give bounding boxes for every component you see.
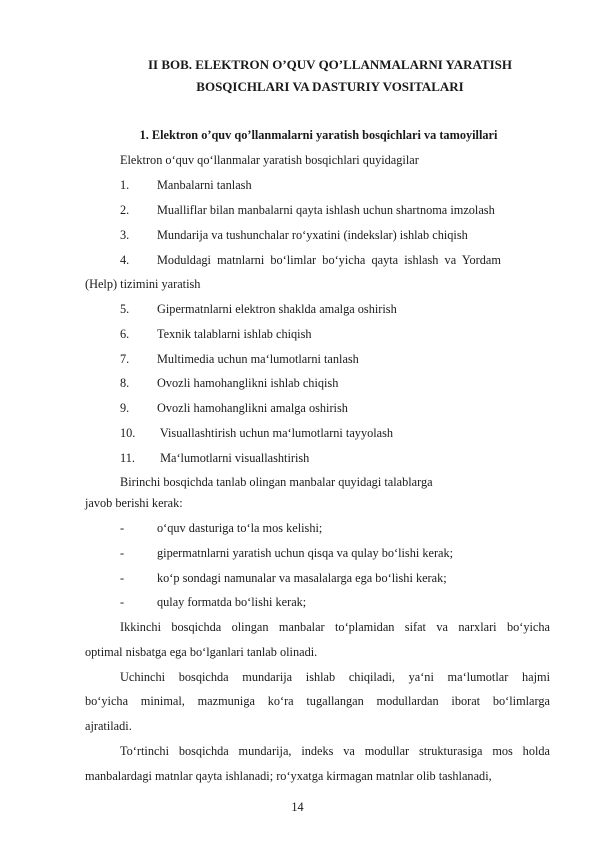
- list-item-text: ko‘p sondagi namunalar va masalalarga ega bo‘lishi kerak;: [157, 571, 447, 585]
- paragraph-line: optimal nisbatga ega bo‘lganlari tanlab olinadi.: [85, 645, 318, 659]
- list-item-text: o‘quv dasturiga to‘la mos kelishi;: [157, 521, 323, 535]
- list-item-text: qulay formatda bo‘lishi kerak;: [157, 595, 307, 609]
- list-item-text: Mualliflar bilan manbalarni qayta ishlash uchun shartnoma imzolash: [157, 203, 495, 217]
- paragraph-line: Uchinchi bosqichda mundarija ishlab chiqiladi, ya‘ni ma‘lumotlar hajmi: [120, 670, 550, 684]
- intro-text: Elektron o‘quv qo‘llanmalar yaratish bosqichlari quyidagilar: [120, 153, 419, 167]
- list-item-text: Texnik talablarni ishlab chiqish: [157, 327, 312, 341]
- list-item-text: Visuallashtirish uchun ma‘lumotlarni tayyolash: [157, 426, 394, 440]
- chapter-title-line2: BOSQICHLARI VA DASTURIY VOSITALARI: [196, 79, 464, 94]
- chapter-title: [100, 54, 560, 98]
- list-item-text: gipermatnlarni yaratish uchun qisqa va qulay bo‘lishi kerak;: [157, 546, 454, 560]
- paragraph-line: Ikkinchi bosqichda olingan manbalar to‘plamidan sifat va narxlari bo‘yicha: [120, 620, 550, 634]
- list-item-number: 3.: [120, 228, 130, 242]
- list-item-text: Ovozli hamohanglikni amalga oshirish: [157, 401, 348, 415]
- paragraph-line: ajratiladi.: [85, 719, 132, 733]
- paragraph-line: To‘rtinchi bosqichda mundarija, indeks va modullar strukturasiga mos holda: [120, 744, 550, 758]
- list-bullet: -: [120, 521, 125, 535]
- paragraph-line: bo‘yicha minimal, mazmuniga ko‘ra tugallangan modullardan iborat bo‘limlarga: [85, 694, 550, 708]
- list-item-text: Manbalarni tanlash: [157, 178, 252, 192]
- list-bullet: -: [120, 595, 125, 609]
- list-item-number: 7.: [120, 352, 130, 366]
- list-item-continuation: (Help) tizimini yaratish: [85, 277, 201, 291]
- list-item-number: 1.: [120, 178, 130, 192]
- list-item-number: 8.: [120, 376, 130, 390]
- list-item-text: Ma‘lumotlarni visuallashtirish: [157, 451, 310, 465]
- list-item-number: 9.: [120, 401, 130, 415]
- list-item-number: 5.: [120, 302, 130, 316]
- list-item-number: 6.: [120, 327, 130, 341]
- first-stage-line2: javob berishi kerak:: [85, 496, 183, 510]
- list-item-number: 10.: [120, 426, 136, 440]
- paragraph-line: manbalardagi matnlar qayta ishlanadi; ro‘yxatga kirmagan matnlar olib tashlanadi,: [85, 769, 492, 783]
- list-item-number: 4.: [120, 253, 130, 267]
- list-item-text: Multimedia uchun ma‘lumotlarni tanlash: [157, 352, 359, 366]
- list-item-number: 11.: [120, 451, 135, 465]
- section-title: 1. Elektron o’quv qo’llanmalarni yaratish bosqichlari va tamoyillari: [139, 128, 498, 142]
- first-stage-line1: Birinchi bosqichda tanlab olingan manbalar quyidagi talablarga: [120, 475, 433, 489]
- list-bullet: -: [120, 571, 125, 585]
- list-item-text: Gipermatnlarni elektron shaklda amalga oshirish: [157, 302, 397, 316]
- list-item-number: 2.: [120, 203, 130, 217]
- list-item-text: Moduldagi matnlarni bo‘limlar bo‘yicha qayta ishlash va Yordam: [157, 253, 501, 267]
- chapter-title-line1: II BOB. ELEKTRON O’QUV QO’LLANMALARNI YARATISH: [147, 57, 513, 72]
- page-number: 14: [291, 800, 304, 814]
- list-bullet: -: [120, 546, 125, 560]
- list-item-text: Mundarija va tushunchalar ro‘yxatini (indekslar) ishlab chiqish: [157, 228, 468, 242]
- list-item-text: Ovozli hamohanglikni ishlab chiqish: [157, 376, 339, 390]
